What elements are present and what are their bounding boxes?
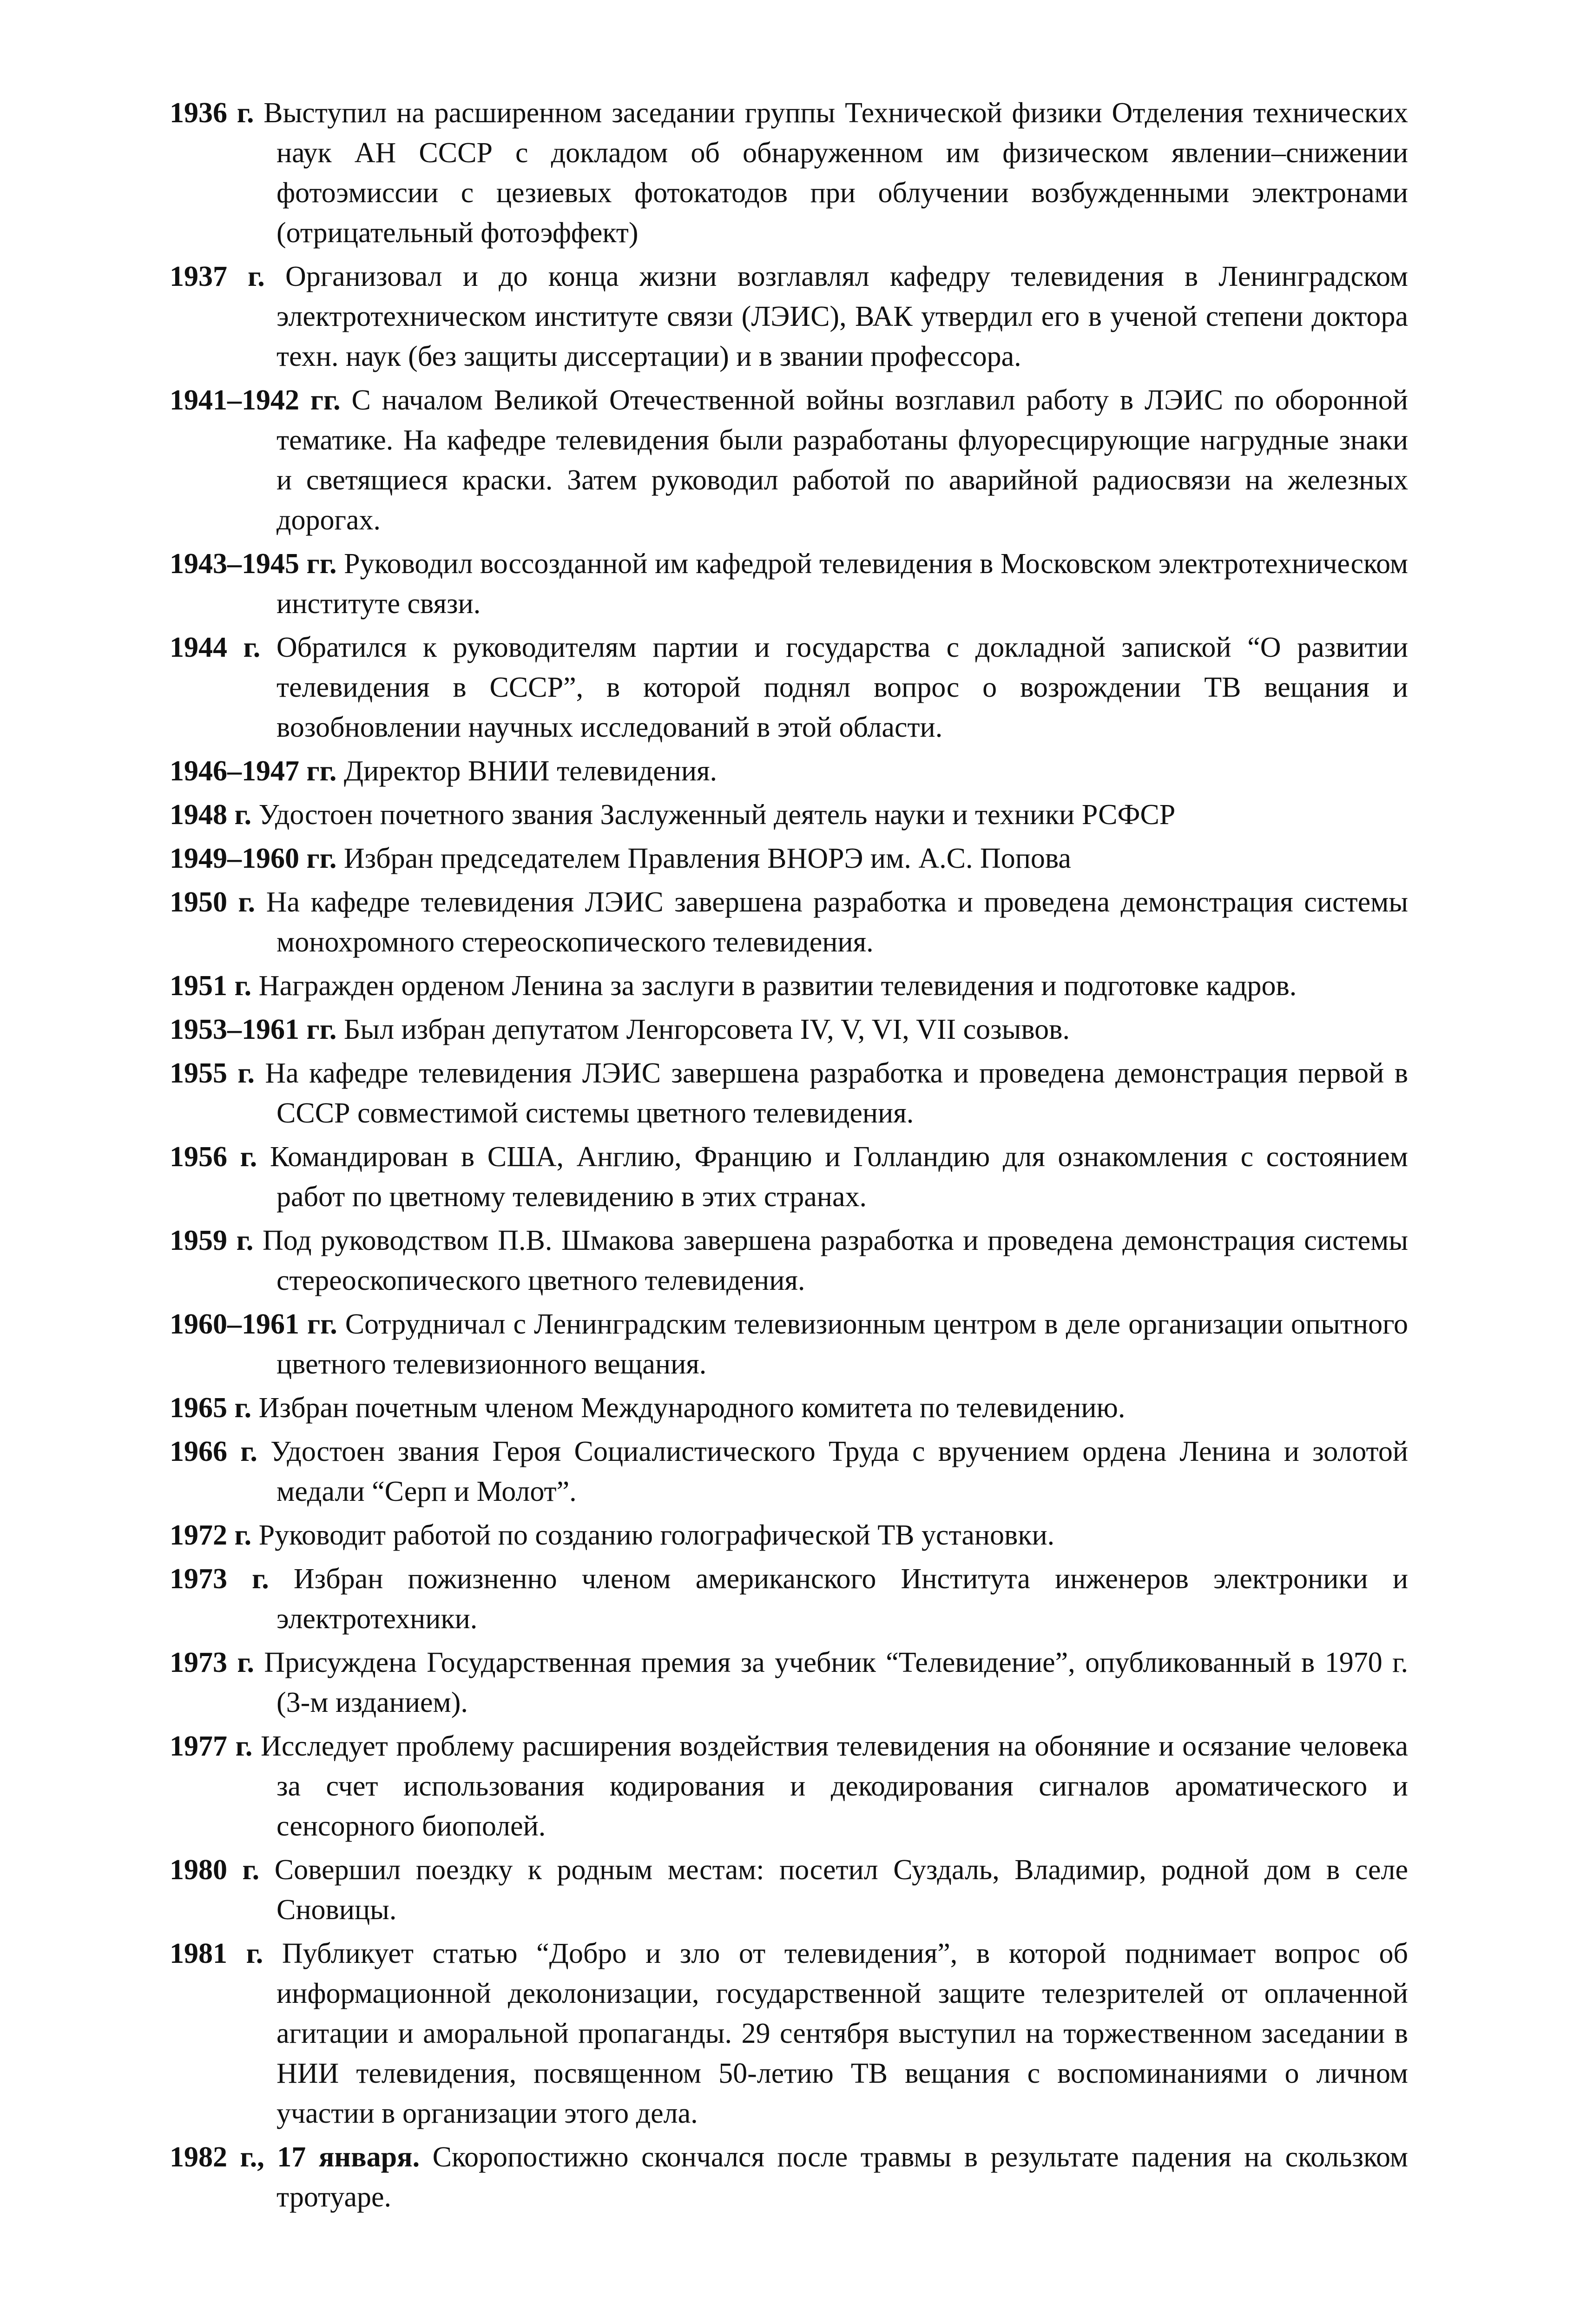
entry-text: Директор ВНИИ телевидения. — [343, 755, 718, 787]
entry-text: Сотрудничал с Ленинградским телевизионным центром в деле организации опытного цветного телевизионного вещания. — [276, 1308, 1408, 1380]
chronology-entry — [170, 1221, 1408, 1301]
entry-date: 1944 г. — [170, 632, 261, 663]
entry-date: 1936 г. — [170, 97, 254, 129]
entry-date: 1941–1942 гг. — [170, 384, 341, 416]
chronology-entry — [170, 751, 1408, 791]
entry-text: С началом Великой Отечественной войны возглавил работу в ЛЭИС по оборонной тематике. На кафедре телевидения были разработаны флуоресцирующие нагрудные знаки и светящиеся краски. Затем руководил работой по аварийной радиосвязи на железных дорогах. — [276, 384, 1408, 536]
entry-date: 1982 г., 17 января. — [170, 2141, 420, 2173]
entry-text: Удостоен звания Героя Социалистического Труда с вручением ордена Ленина и золотой медали “Серп и Молот”. — [270, 1436, 1408, 1507]
chronology-entry — [170, 838, 1408, 878]
entry-date: 1966 г. — [170, 1436, 257, 1467]
chronology-entry — [170, 1515, 1408, 1555]
entry-text: Избран пожизненно членом американского Института инженеров электроники и электротехники. — [276, 1563, 1408, 1635]
entry-date: 1973 г. — [170, 1563, 269, 1595]
entry-text: Обратился к руководителям партии и государства с докладной запиской “О развитии телевидения в СССР”, в которой поднял вопрос о возрождении ТВ вещания и возобновлении научных исследований в этой области. — [276, 632, 1409, 743]
chronology-entry — [170, 1053, 1408, 1133]
chronology-entry — [170, 93, 1408, 253]
entry-text: Удостоен почетного звания Заслуженный деятель науки и техники РСФСР — [258, 799, 1176, 831]
entry-date: 1977 г. — [170, 1730, 253, 1762]
chronology-entry — [170, 1643, 1408, 1723]
entry-date: 1953–1961 гг. — [170, 1014, 337, 1045]
entry-date: 1948 г. — [170, 799, 252, 831]
entry-text: Руководил воссозданной им кафедрой телевидения в Московском электротехническом институте связи. — [276, 548, 1408, 620]
entry-text: Командирован в США, Англию, Францию и Голландию для ознакомления с состоянием работ по цветному телевидению в этих странах. — [270, 1141, 1408, 1213]
chronology-entry — [170, 795, 1408, 835]
entry-text: Исследует проблему расширения воздействия телевидения на обоняние и осязание человека за счет использования кодирования и декодирования сигналов ароматического и сенсорного биополей. — [261, 1730, 1408, 1842]
entry-date: 1937 г. — [170, 261, 265, 292]
entry-date: 1955 г. — [170, 1057, 255, 1089]
chronology-entry — [170, 1010, 1408, 1050]
entry-text: Совершил поездку к родным местам: посетил Суздаль, Владимир, родной дом в селе Сновицы. — [274, 1854, 1408, 1926]
entry-text: Организовал и до конца жизни возглавлял кафедру телевидения в Ленинградском электротехническом институте связи (ЛЭИС), ВАК утвердил его в ученой степени доктора техн. наук (без защиты диссертации) и в звании профессора. — [276, 261, 1408, 372]
entry-date: 1950 г. — [170, 886, 256, 918]
chronology-entry — [170, 627, 1408, 747]
chronology-entry — [170, 1304, 1408, 1384]
entry-text: На кафедре телевидения ЛЭИС завершена разработка и проведена демонстрация системы монохромного стереоскопического телевидения. — [266, 886, 1408, 958]
chronology-entry — [170, 1432, 1408, 1512]
entry-text: Скоропостижно скончался после травмы в результате падения на скользком тротуаре. — [276, 2141, 1409, 2213]
entry-text: Под руководством П.В. Шмакова завершена разработка и проведена демонстрация системы стереоскопического цветного телевидения. — [263, 1225, 1409, 1296]
entry-text: Руководит работой по созданию голографической ТВ установки. — [258, 1519, 1055, 1551]
chronology-entry — [170, 1137, 1408, 1217]
chronology-page — [170, 93, 1408, 2221]
chronology-entry — [170, 2137, 1408, 2217]
entry-date: 1946–1947 гг. — [170, 755, 337, 787]
entry-text: Выступил на расширенном заседании группы Технической физики Отделения технических наук АН СССР с докладом об обнаруженном им физическом явлении–снижении фотоэмиссии с цезиевых фотокатодов при облучении возбужденными электронами (отрицательный фотоэффект) — [263, 97, 1408, 249]
entry-date: 1972 г. — [170, 1519, 252, 1551]
entry-text: Публикует статью “Добро и зло от телевидения”, в которой поднимает вопрос об информационной деколонизации, государственной защите телезрителей от оплаченной агитации и аморальной пропаганды. 29 сентября выступил на торжественном заседании в НИИ телевидения, посвященном 50-летию ТВ вещания с воспоминаниями о личном участии в организации этого дела. — [276, 1938, 1409, 2129]
entry-date: 1959 г. — [170, 1225, 254, 1256]
entry-date: 1980 г. — [170, 1854, 260, 1886]
chronology-entry — [170, 966, 1408, 1006]
chronology-entry — [170, 1850, 1408, 1930]
entry-date: 1951 г. — [170, 970, 252, 1002]
entry-date: 1960–1961 гг. — [170, 1308, 337, 1340]
entry-text: Избран председателем Правления ВНОРЭ им. А.С. Попова — [343, 843, 1071, 874]
entry-text: Избран почетным членом Международного комитета по телевидению. — [258, 1392, 1126, 1424]
chronology-entry — [170, 1388, 1408, 1428]
entry-date: 1981 г. — [170, 1938, 263, 1969]
entry-text: Был избран депутатом Ленгорсовета IV, V, VI, VII созывов. — [343, 1014, 1070, 1045]
chronology-entry — [170, 882, 1408, 962]
chronology-entry — [170, 544, 1408, 624]
entry-date: 1956 г. — [170, 1141, 257, 1173]
chronology-entry — [170, 1559, 1408, 1639]
entry-date: 1973 г. — [170, 1647, 255, 1678]
entry-text: На кафедре телевидения ЛЭИС завершена разработка и проведена демонстрация первой в СССР совместимой системы цветного телевидения. — [265, 1057, 1409, 1129]
chronology-entry — [170, 257, 1408, 376]
entry-date: 1965 г. — [170, 1392, 252, 1424]
entry-date: 1949–1960 гг. — [170, 843, 337, 874]
entry-text: Присуждена Государственная премия за учебник “Телевидение”, опубликованный в 1970 г. (3-м изданием). — [264, 1647, 1409, 1718]
entry-text: Награжден орденом Ленина за заслуги в развитии телевидения и подготовке кадров. — [258, 970, 1297, 1002]
chronology-entry — [170, 1934, 1408, 2133]
entry-date: 1943–1945 гг. — [170, 548, 337, 580]
chronology-entry — [170, 380, 1408, 540]
chronology-entry — [170, 1726, 1408, 1846]
